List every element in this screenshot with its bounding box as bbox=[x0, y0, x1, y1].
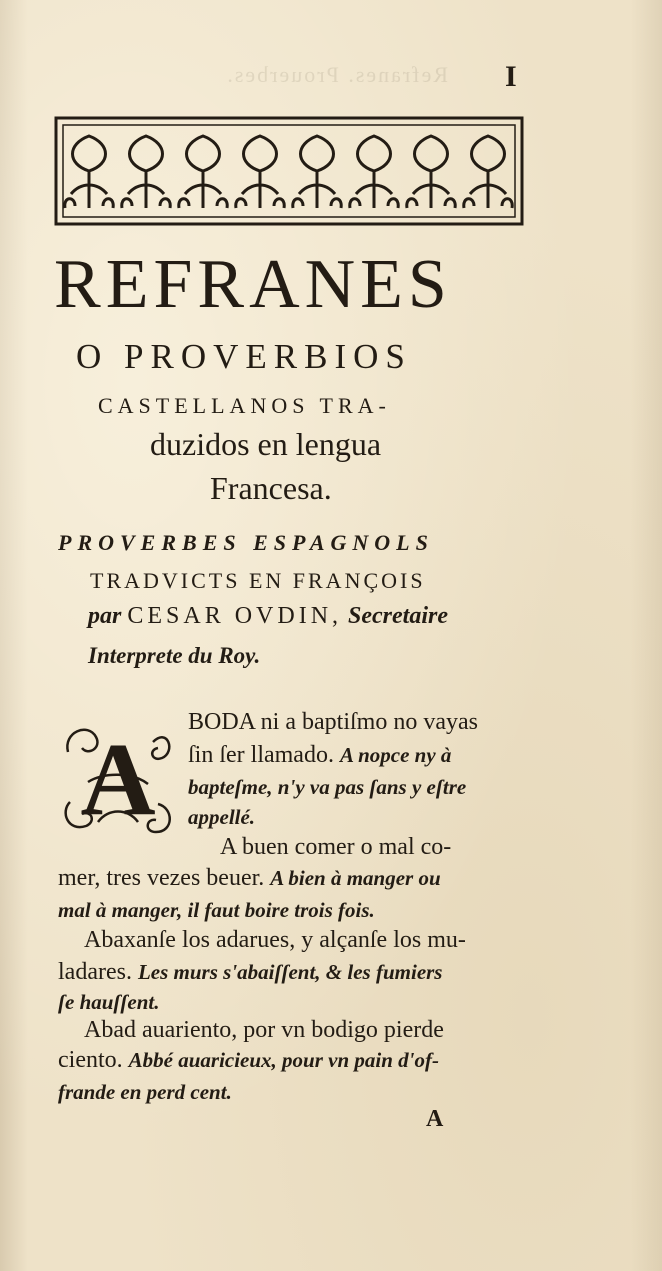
french-translation: ſe hauſſent. bbox=[58, 990, 160, 1014]
fleuron-motif bbox=[407, 136, 455, 208]
french-translation: A bien à manger ou bbox=[270, 866, 441, 890]
proverb-line bbox=[58, 990, 160, 1014]
proverb-line bbox=[188, 710, 478, 734]
headpiece-ornament bbox=[54, 116, 524, 226]
proverb-line bbox=[188, 743, 451, 767]
proverb-line bbox=[58, 960, 442, 984]
french-translation: Abbé auaricieux, pour vn pain d'of- bbox=[128, 1048, 439, 1072]
french-title-line-4: Interprete du Roy. bbox=[88, 643, 261, 668]
decorated-letter-a-icon bbox=[58, 712, 178, 842]
spanish-text: Abaxanſe los adarues, y alçanſe los mu- bbox=[84, 927, 466, 953]
fleuron-motif bbox=[293, 136, 341, 208]
spanish-text: mer, tres vezes beuer. bbox=[58, 865, 265, 891]
drop-cap-initial bbox=[58, 712, 178, 842]
fleuron-motif bbox=[65, 136, 113, 208]
par-word: par bbox=[88, 603, 122, 629]
proverb-line bbox=[188, 805, 255, 829]
spanish-text: ladares. bbox=[58, 959, 132, 985]
spanish-text: BODA ni a baptiſmo no vayas bbox=[188, 709, 478, 735]
french-title-line-3 bbox=[88, 603, 448, 630]
author-name: CESAR OVDIN, bbox=[127, 603, 343, 629]
spanish-text: A buen comer o mal co- bbox=[220, 834, 452, 860]
fleuron-motif bbox=[350, 136, 398, 208]
drop-cap-letter: A bbox=[80, 722, 156, 837]
fleuron-motif bbox=[236, 136, 284, 208]
proverb-line bbox=[58, 1080, 232, 1104]
spanish-text: ſin ſer llamado. bbox=[188, 742, 334, 768]
author-role: Secretaire bbox=[348, 603, 449, 629]
french-title-line-1: PROVERBES ESPAGNOLS bbox=[58, 530, 434, 555]
proverb-line bbox=[84, 1018, 444, 1042]
proverb-line bbox=[58, 866, 441, 890]
spanish-text: Abad auariento, por vn bodigo pierde bbox=[84, 1017, 444, 1043]
fleuron-motif bbox=[179, 136, 227, 208]
proverb-line bbox=[220, 835, 451, 859]
french-translation: frande en perd cent. bbox=[58, 1080, 232, 1104]
proverb-line bbox=[58, 1048, 439, 1072]
subtitle-line-2: CASTELLANOS TRA- bbox=[98, 393, 391, 418]
spanish-text: ciento. bbox=[58, 1047, 123, 1073]
french-translation: Les murs s'abaiſſent, & les fumiers bbox=[137, 960, 443, 984]
fleuron-motif bbox=[464, 136, 512, 208]
french-translation: appellé. bbox=[188, 805, 256, 829]
french-title-line-2: TRADVICTS EN FRANÇOIS bbox=[90, 568, 426, 593]
floral-border-icon bbox=[54, 116, 524, 226]
subtitle-line-1: O PROVERBIOS bbox=[76, 337, 412, 376]
french-translation: bapteſme, n'y va pas ſans y eſtre bbox=[188, 775, 467, 799]
page-title: REFRANES bbox=[54, 246, 452, 323]
subtitle-line-3: duzidos en lengua bbox=[150, 426, 382, 462]
proverb-line bbox=[84, 928, 466, 952]
catchword: A bbox=[426, 1106, 444, 1132]
bleed-through-text: Refranes. Prouerbes. bbox=[225, 62, 448, 87]
subtitle-line-4: Francesa. bbox=[210, 470, 332, 506]
fleuron-motif bbox=[122, 136, 170, 208]
french-translation: A nopce ny à bbox=[339, 743, 452, 767]
proverb-line bbox=[58, 898, 375, 922]
page-number: I bbox=[505, 60, 517, 93]
proverb-line bbox=[188, 775, 466, 799]
french-translation: mal à manger, il faut boire trois fois. bbox=[58, 898, 375, 922]
